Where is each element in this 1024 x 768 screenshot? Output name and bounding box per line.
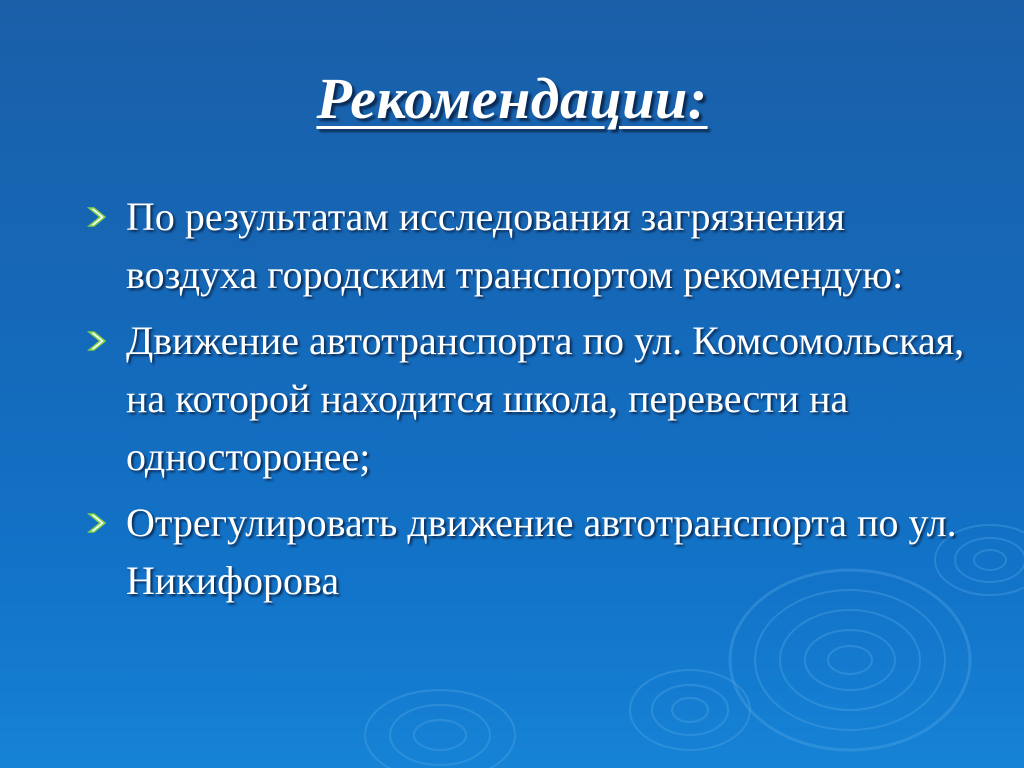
slide-title: Рекомендации: <box>316 66 708 131</box>
list-item <box>86 312 966 486</box>
bullet-text: По результатам исследования загрязнения воздуха городским транспортом рекомендую: <box>126 194 904 297</box>
bullet-text: Движение автотранспорта по ул. Комсомольская, на которой находится школа, перевести на односторонее; <box>126 318 965 479</box>
arrow-chevron-icon <box>86 494 126 552</box>
list-item <box>86 188 966 304</box>
bullet-list <box>86 188 966 618</box>
list-item <box>86 494 966 610</box>
arrow-chevron-icon <box>86 188 126 246</box>
arrow-chevron-icon <box>86 312 126 370</box>
bullet-text: Отрегулировать движение автотранспорта по ул. Никифорова <box>126 500 957 603</box>
